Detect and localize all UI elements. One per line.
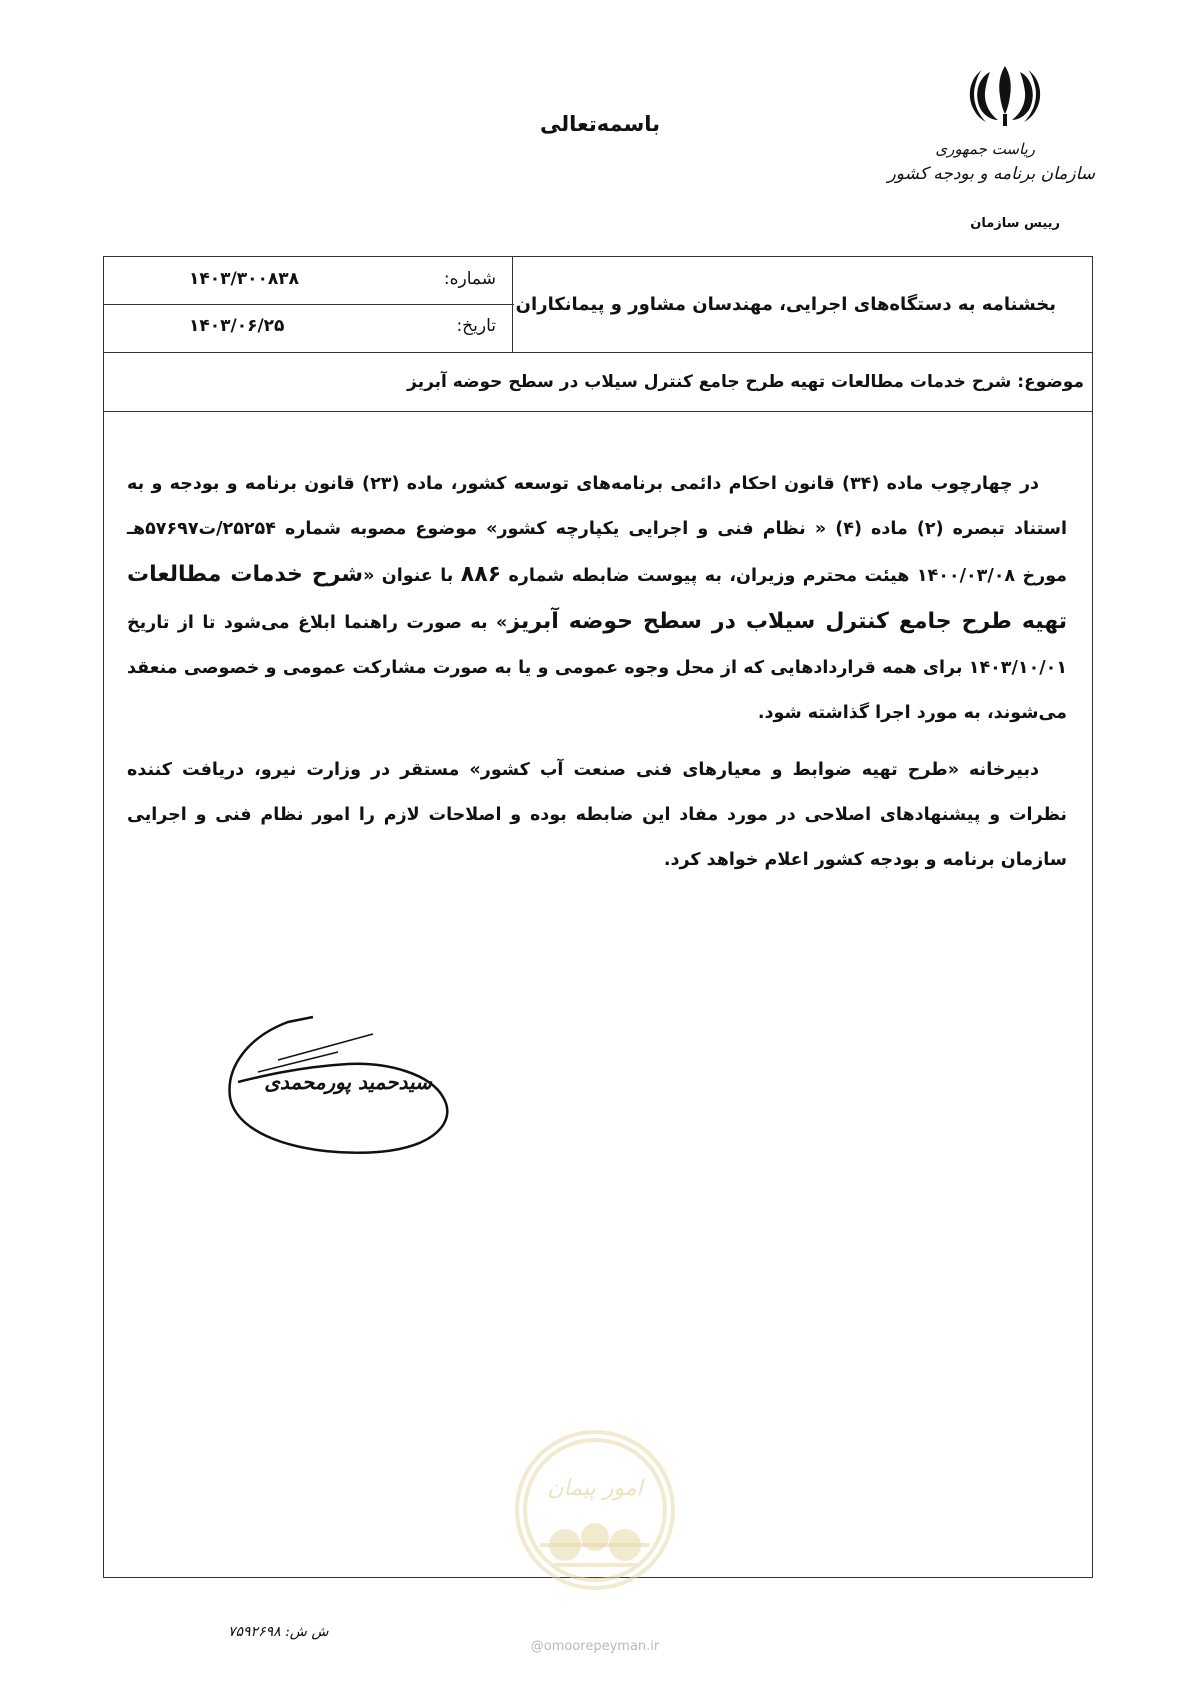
- signature-block: [218, 1012, 508, 1162]
- body-paragraph-2: دبیرخانه «طرح تهیه ضوابط و معیارهای فنی صنعت آب کشور» مستقر در وزارت نیرو، دریافت کننده نظرات و پیشنهادهای اصلاحی در مورد مفاد این ضابطه بوده و اصلاحات لازم را امور نظام فنی و اجرایی سازمان برنامه و بودجه کشور اعلام خواهد کرد.: [127, 760, 1067, 870]
- letter-number-value: ۱۴۰۳/۳۰۰۸۳۸: [189, 269, 299, 289]
- watermark-handle: @omoorepeyman.ir: [530, 1639, 660, 1654]
- footer-code: ش ش: ۷۵۹۲۶۹۸: [228, 1624, 329, 1640]
- organization-role: رییس سازمان: [970, 216, 1060, 231]
- regulation-title: شرح خدمات مطالعات تهیه طرح جامع کنترل سیلاب در سطح حوضه آبریز: [127, 562, 1067, 634]
- letter-frame: [103, 256, 1093, 1578]
- watermark-logo-text: امور پیمان: [547, 1476, 643, 1501]
- organization-name: سازمان برنامه و بودجه کشور: [887, 164, 1095, 184]
- bismillah-heading: باسمه‌تعالی: [540, 112, 660, 136]
- gear-logo-icon: [510, 1425, 680, 1595]
- regulation-code: ۸۸۶: [460, 562, 502, 587]
- letter-number-label: شماره:: [443, 269, 496, 289]
- letter-body: [127, 462, 1067, 883]
- subject-line: موضوع: شرح خدمات مطالعات تهیه طرح جامع کنترل سیلاب در سطح حوضه آبریز: [104, 352, 1092, 412]
- letter-number-cell: [104, 257, 514, 305]
- meta-row: [104, 257, 1092, 353]
- paragraph-1-part-b: با عنوان «: [363, 566, 461, 586]
- paragraph-1-part-c: » به صورت راهنما ابلاغ می‌شود تا از تاریخ ۱۴۰۳/۱۰/۰۱ برای همه قراردادهایی که از محل وجوه عمومی و یا به صورت مشارکت عمومی و خصوصی منعقد می‌شوند، به مورد اجرا گذاشته شود.: [127, 613, 1067, 723]
- letter-date-label: تاریخ:: [456, 316, 496, 336]
- letter-date-cell: [104, 304, 514, 352]
- iran-emblem-icon: [960, 64, 1050, 128]
- organization-header: [887, 58, 1095, 244]
- letter-date-value: ۱۴۰۳/۰۶/۲۵: [189, 316, 285, 336]
- signatory-name: سیدحمید پورمحمدی: [264, 1070, 432, 1094]
- body-paragraph-1: [127, 462, 1067, 736]
- recipients-text: بخشنامه به دستگاه‌های اجرایی، مهندسان مشاور و پیمانکاران: [512, 257, 1092, 352]
- presidency-text: ریاست جمهوری: [935, 140, 1035, 158]
- paragraph-1-part-a: در چهارچوب ماده (۳۴) قانون احکام دائمی برنامه‌های توسعه کشور، ماده (۲۳) قانون برنامه و بودجه و به استناد تبصره (۲) ماده (۴) « نظام فنی و اجرایی یکپارچه کشور» موضوع مصوبه شماره ۲۵۲۵۴/ت۵۷۶۹۷هـ مورخ ۱۴۰۰/۰۳/۰۸ هیئت محترم وزیران، به پیوست ضابطه شماره: [127, 474, 1068, 586]
